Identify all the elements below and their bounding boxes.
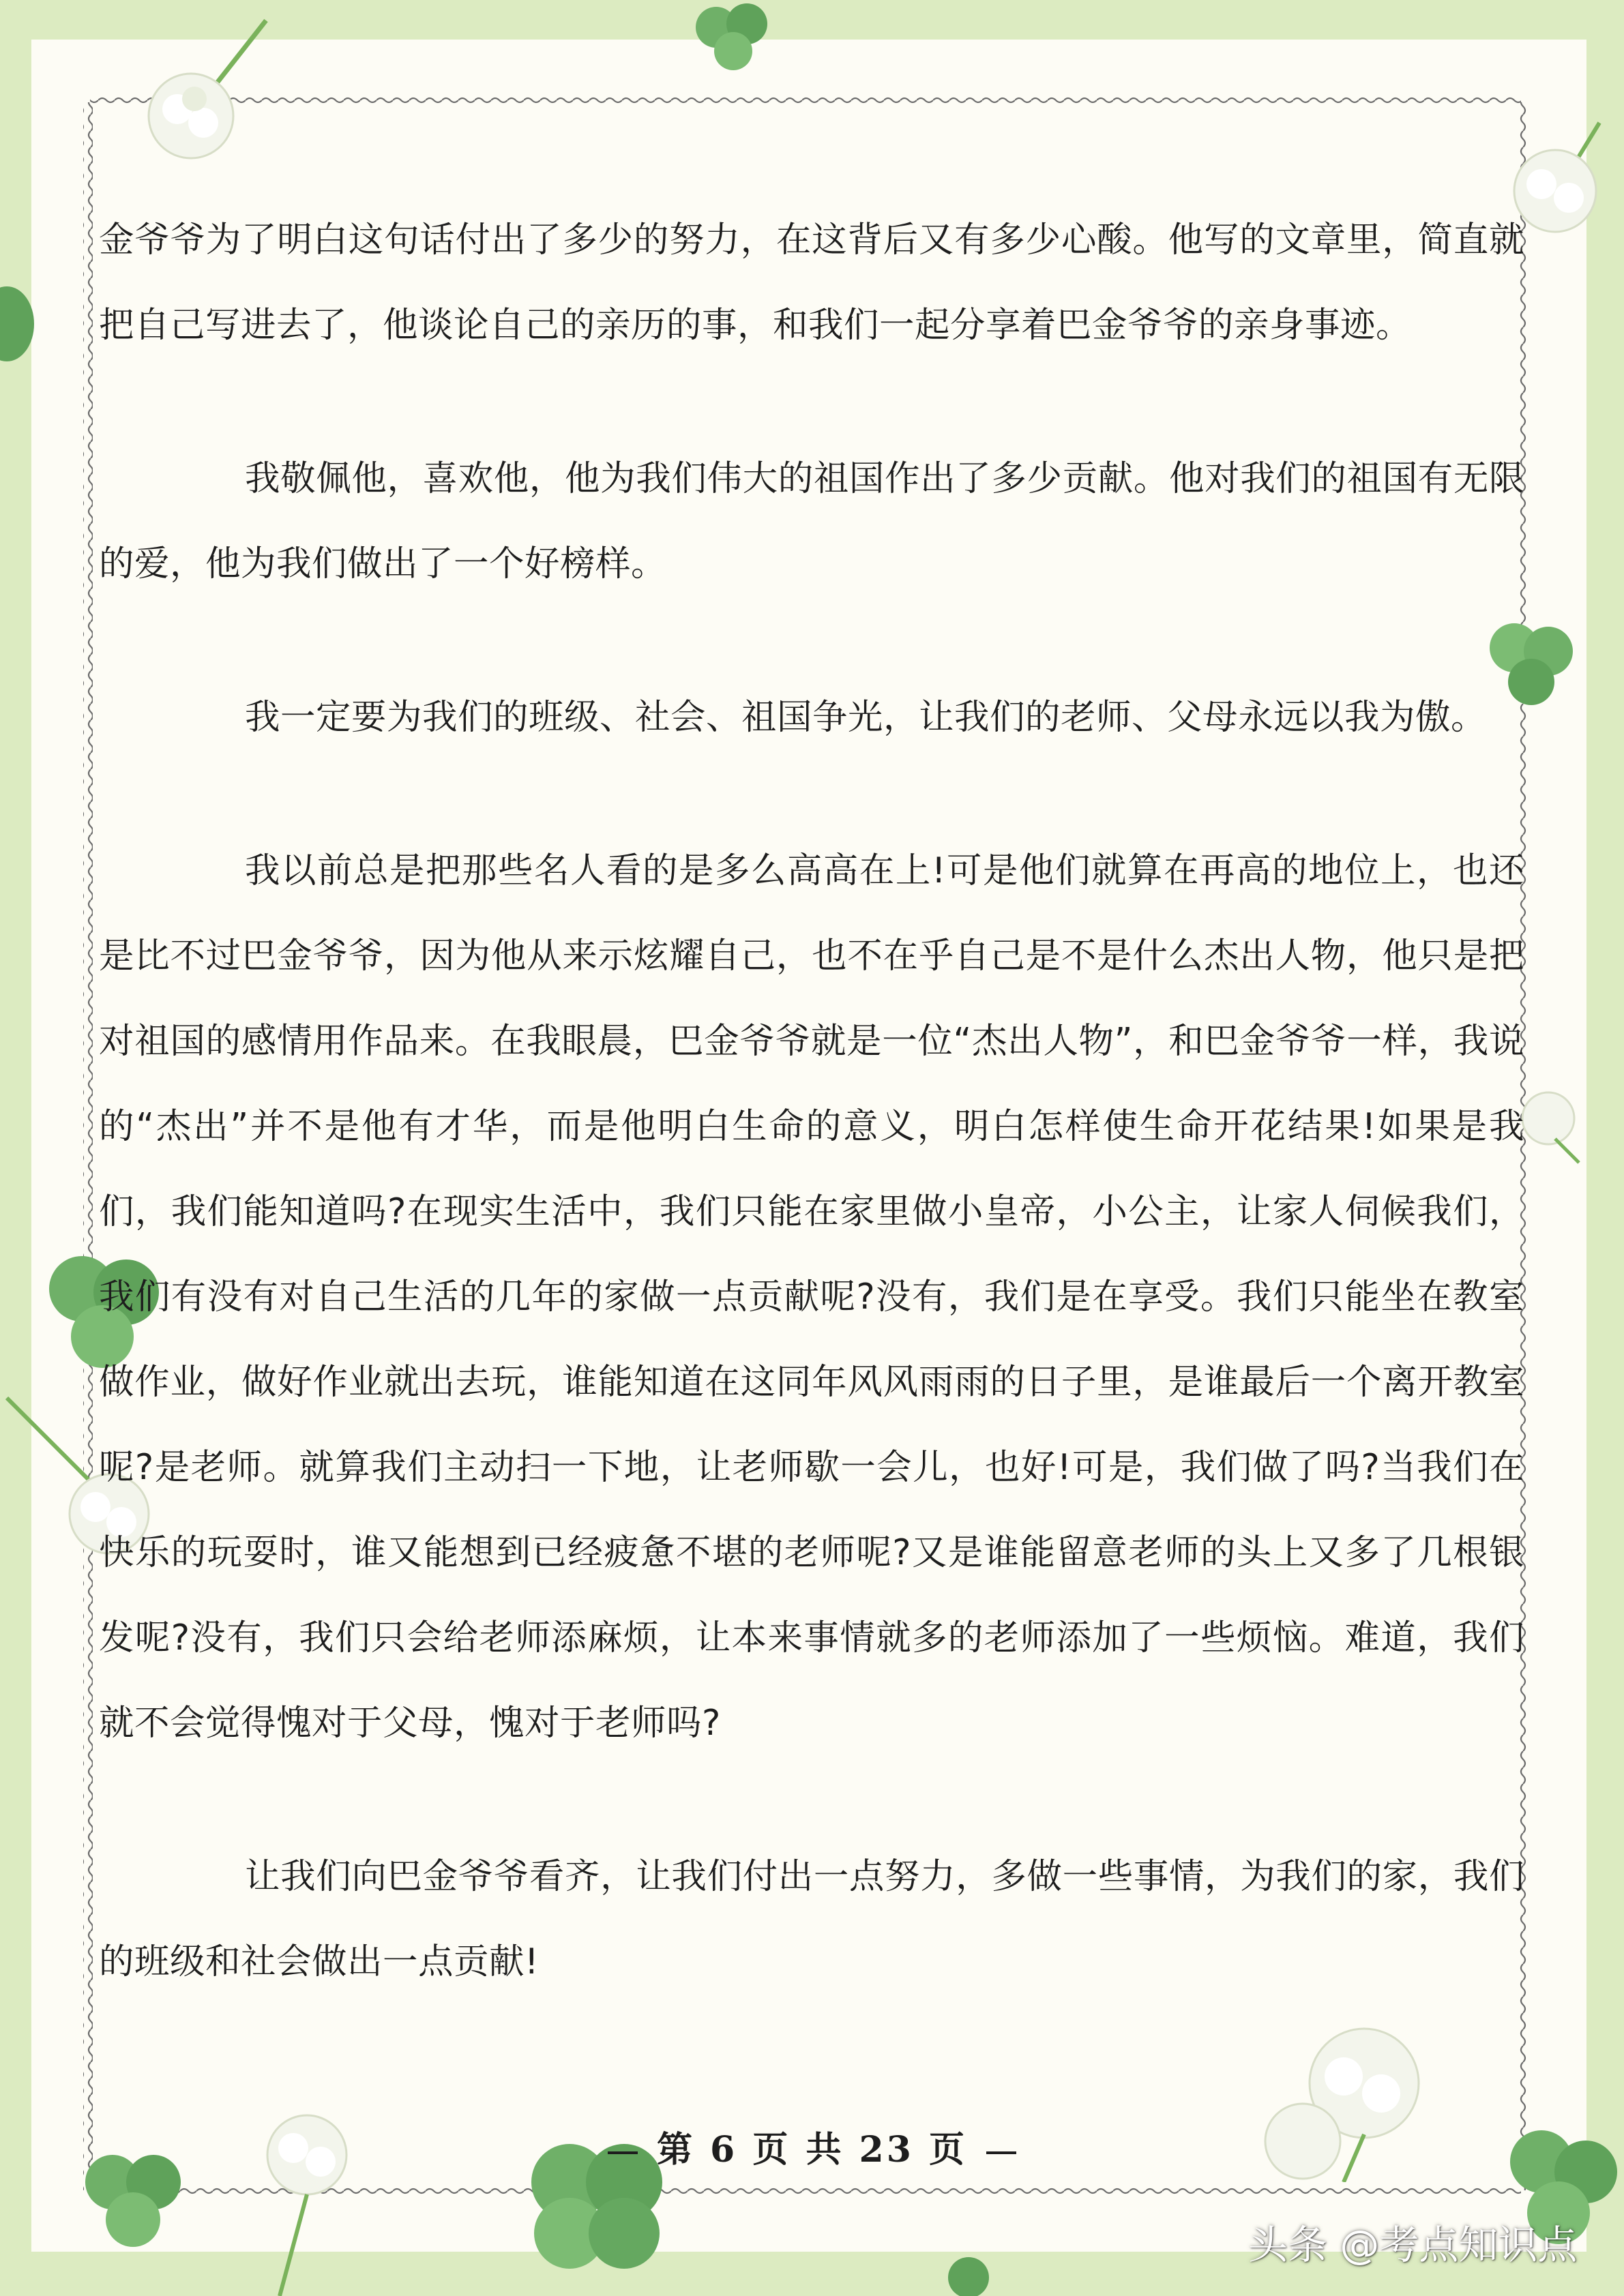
watermark: 头条 @考点知识点 (1248, 2222, 1578, 2268)
page-number-label: 第 6 页 共 23 页 (656, 2129, 968, 2171)
clover-icon (682, 0, 784, 75)
clover-icon (0, 273, 41, 375)
paragraph: 我一定要为我们的班级、社会、祖国争光，让我们的老师、父母永远以我为傲。 (245, 697, 1487, 738)
footer-rule-right (986, 2151, 1016, 2154)
footer-rule-left (608, 2151, 638, 2154)
document-body (99, 198, 1524, 2073)
paragraph: 金爷爷为了明白这句话付出了多少的努力，在这背后又有多少心酸。他写的文章里，简直就把自己写进去了，他谈论自己的亲历的事，和我们一起分享着巴金爷爷的亲身事迹。 (99, 220, 1524, 346)
clover-icon (941, 2250, 996, 2296)
paragraph: 让我们向巴金爷爷看齐，让我们付出一点努力，多做一些事情，为我们的家，我们的班级和社会做出一点贡献! (99, 1856, 1524, 1982)
page-number-footer (0, 2121, 1624, 2172)
white-clover-flower-icon (1514, 1084, 1589, 1166)
paragraph: 我以前总是把那些名人看的是多么高高在上!可是他们就算在再高的地位上，也还是比不过巴金爷爷，因为他从来示炫耀自己，也不在乎自己是不是什么杰出人物，他只是把对祖国的感情用作品来。在我眼晨，巴金爷爷就是一位“杰出人物”，和巴金爷爷一样，我说的“杰出”并不是他有才华，而是他明白生命的意义，明白怎样使生命开花结果!如果是我们，我们能知道吗?在现实生活中，我们只能在家里做小皇帝，小公主，让家人伺候我们，我们有没有对自己生活的几年的家做一点贡献呢?没有，我们是在享受。我们只能坐在教室做作业，做好作业就出去玩，谁能知道在这同年风风雨雨的日子里，是谁最后一个离开教室呢?是老师。就算我们主动扫一下地，让老师歇一会儿，也好!可是，我们做了吗?当我们在快乐的玩耍时，谁又能想到已经疲惫不堪的老师呢?又是谁能留意老师的头上又多了几根银发呢?没有，我们只会给老师添麻烦，让本来事情就多的老师添加了一些烦恼。难道，我们就不会觉得愧对于父母，愧对于老师吗? (99, 850, 1524, 1744)
white-clover-flower-icon (130, 14, 293, 170)
paragraph: 我敬佩他，喜欢他，他为我们伟大的祖国作出了多少贡献。他对我们的祖国有无限的爱，他为我们做出了一个好榜样。 (99, 458, 1524, 584)
